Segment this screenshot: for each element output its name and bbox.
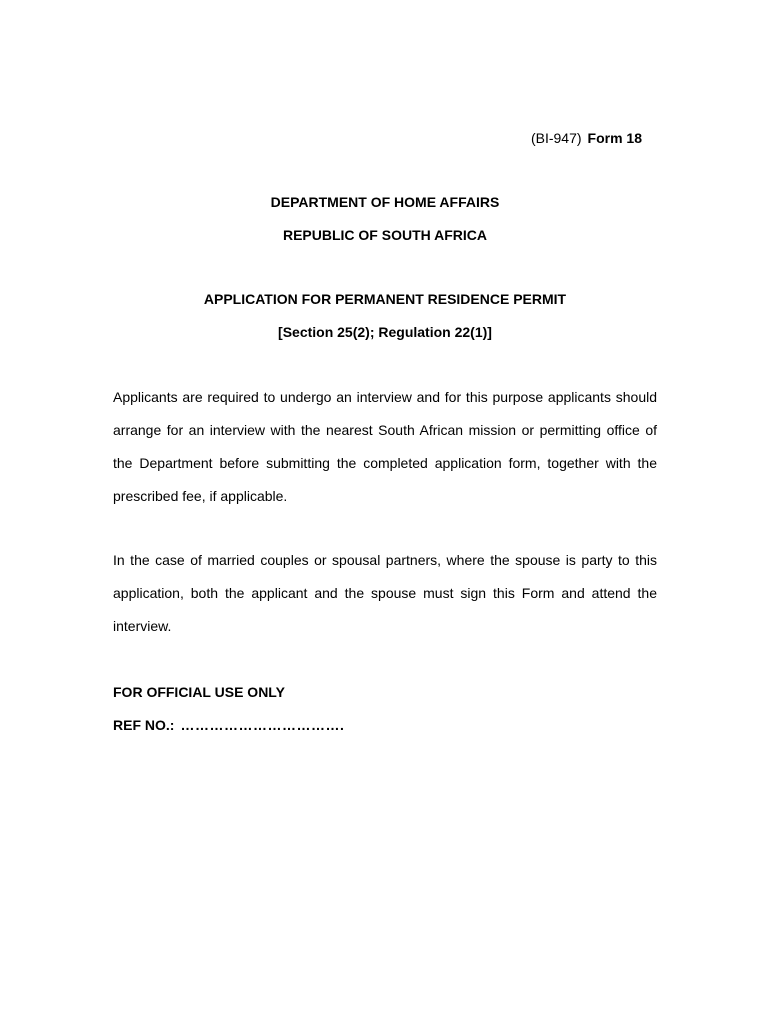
- document-title: APPLICATION FOR PERMANENT RESIDENCE PERMIT: [203, 291, 567, 307]
- form-number: Form 18: [587, 130, 642, 146]
- ref-number-label: REF NO.:: [113, 717, 175, 733]
- form-code: (BI-947): [530, 130, 582, 146]
- ref-number-line: [113, 715, 344, 735]
- ref-number-blank: …………………………….: [180, 717, 345, 733]
- country-name: REPUBLIC OF SOUTH AFRICA: [282, 227, 488, 243]
- department-name: DEPARTMENT OF HOME AFFAIRS: [270, 194, 500, 210]
- form-code-line: [420, 128, 642, 148]
- instructions-paragraph: Applicants are required to undergo an interview and for this purpose applicants should arrange for an interview with the nearest South African mission or permitting office of the Department before submitting the completed application form, together with the prescribed fee, if applicable.: [113, 389, 657, 504]
- spouse-paragraph: In the case of married couples or spousal partners, where the spouse is party to this application, both the applicant and the spouse must sign this Form and attend the interview.: [113, 552, 657, 634]
- official-use-heading: FOR OFFICIAL USE ONLY: [113, 684, 285, 700]
- legal-reference: [Section 25(2); Regulation 22(1)]: [278, 324, 492, 340]
